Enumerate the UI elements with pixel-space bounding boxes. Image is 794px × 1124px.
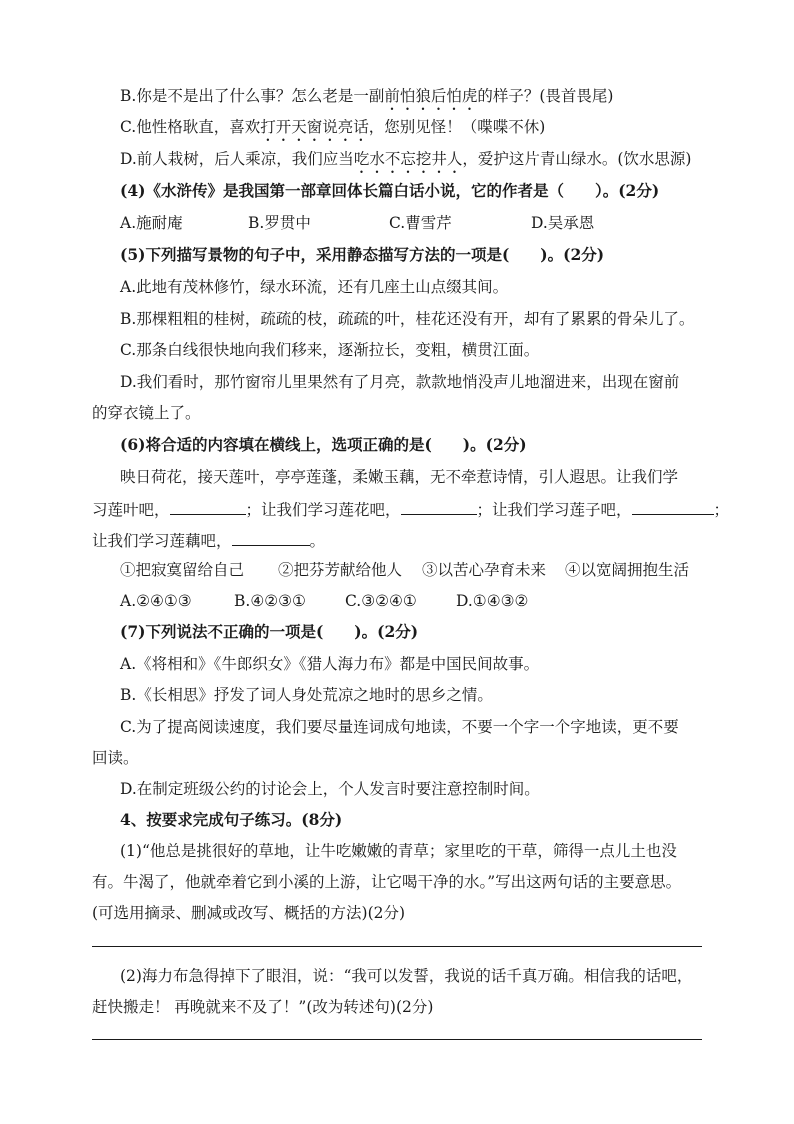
q3-option-c-suffix: ，您别见怪！（喋喋不休) <box>368 118 546 136</box>
q7-option-a: A.《将相和》《牛郎织女》《猎人海力布》都是中国民间故事。 <box>120 655 540 673</box>
q6-stem: (6)将合适的内容填在横线上，选项正确的是( )。(2分) <box>120 435 527 454</box>
q5-stem: (5)下列描写景物的句子中，采用静态描写方法的一项是( )。(2分) <box>120 245 605 264</box>
q6-text: 。 <box>309 532 326 550</box>
s4-item2-line2: 赶快搬走！ 再晚就来不及了！”(改为转述句)(2分) <box>92 998 434 1016</box>
q6-choice-3: ③以苦心孕育未来 <box>422 561 547 579</box>
q6-option-c: C.③②④① <box>345 592 417 610</box>
q6-text: ； <box>713 501 730 519</box>
fill-blank-4[interactable] <box>232 529 310 546</box>
q3-option-c-text: C.他性格耿直，喜欢 <box>120 118 261 136</box>
s4-item1-line1: (1)“他总是挑很好的草地，让牛吃嫩嫩的青草；家里吃的干草，筛得一点儿土也没 <box>120 842 677 860</box>
q3-option-b <box>120 86 704 114</box>
q4-options <box>120 213 704 233</box>
q7-option-c-line1: C.为了提高阅读速度，我们要尽量连词成句地读，不要一个字一个字地读，更不要 <box>120 718 679 736</box>
q3-option-c <box>120 117 704 145</box>
q7-option-d: D.在制定班级公约的讨论会上，个人发言时要注意控制时间。 <box>120 780 540 798</box>
q6-options <box>120 591 704 611</box>
q3-option-b-suffix: 的样子？(畏首畏尾) <box>477 87 614 105</box>
s4-item1-line2: 有。牛渴了，他就牵着它到小溪的上游，让它喝干净的水。”写出这两句话的主要意思。 <box>92 873 682 891</box>
q5-option-c: C.那条白线很快地向我们移来，逐渐拉长，变粗，横贯江面。 <box>120 341 540 359</box>
answer-line-1[interactable] <box>92 946 702 947</box>
q4-stem: (4)《水浒传》是我国第一部章回体长篇白话小说，它的作者是（ ）。(2分) <box>120 181 660 200</box>
q6-text: ；让我们学习莲花吧， <box>245 501 401 519</box>
answer-line-2[interactable] <box>92 1039 702 1040</box>
q6-choice-1: ①把寂寞留给自己 <box>120 561 245 579</box>
q6-text: ；让我们学习莲子吧， <box>476 501 632 519</box>
q4-option-d: D.吴承恩 <box>531 214 595 232</box>
q5-option-d-line1: D.我们看时，那竹窗帘儿里果然有了月亮，款款地悄没声儿地溜进来，出现在窗前 <box>120 373 680 391</box>
section-4-title: 4、按要求完成句子练习。(8分) <box>120 810 343 829</box>
q5-option-a: A.此地有茂林修竹，绿水环流，还有几座土山点缀其间。 <box>120 278 509 296</box>
q3-option-d <box>120 149 691 177</box>
q3-option-b-dotted-phrase: 前怕狼后怕虎 <box>384 87 478 105</box>
q4-option-a: A.施耐庵 <box>120 214 183 232</box>
q6-choice-2: ②把芬芳献给他人 <box>278 561 403 579</box>
q3-option-d-dotted-phrase: 吃水不忘挖井人 <box>353 150 463 168</box>
q4-option-c: C.曹雪芹 <box>389 214 452 232</box>
fill-blank-1[interactable] <box>170 498 246 515</box>
q6-text: 让我们学习莲藕吧， <box>92 532 232 550</box>
q7-option-c-line2: 回读。 <box>92 749 139 767</box>
fill-blank-3[interactable] <box>632 498 714 515</box>
q7-option-b: B.《长相思》抒发了词人身处荒凉之地时的思乡之情。 <box>120 686 493 704</box>
s4-item1-line3: (可选用摘录、删减或改写、概括的方法)(2分) <box>92 904 406 922</box>
q6-option-a: A.②④①③ <box>120 592 192 610</box>
q3-option-d-text: D.前人栽树，后人乘凉，我们应当 <box>120 150 354 168</box>
q6-passage-line1: 映日荷花，接天莲叶，亭亭莲蓬，柔嫩玉藕，无不牵惹诗情，引人遐思。让我们学 <box>120 468 679 486</box>
s4-item2-line1: (2)海力布急得掉下了眼泪，说：“我可以发誓，我说的话千真万确。相信我的话吧， <box>120 967 693 985</box>
q6-choices <box>120 560 704 580</box>
q6-passage-line3 <box>92 529 704 551</box>
q5-option-d-line2: 的穿衣镜上了。 <box>92 404 201 422</box>
q6-option-d: D.①④③② <box>456 592 529 610</box>
q6-choice-4: ④以宽阔拥抱生活 <box>565 561 690 579</box>
q3-option-c-dotted-phrase: 打开天窗说亮话 <box>260 118 369 136</box>
q3-option-d-suffix: ，爱护这片青山绿水。(饮水思源) <box>462 150 692 168</box>
q3-option-b-text: B.你是不是出了什么事？怎么老是一副 <box>120 87 385 105</box>
q6-option-b: B.④②③① <box>234 592 306 610</box>
q6-text: 习莲叶吧， <box>92 501 170 519</box>
q5-option-b: B.那棵粗粗的桂树，疏疏的枝，疏疏的叶，桂花还没有开，却有了累累的骨朵儿了。 <box>120 310 695 328</box>
q6-passage-line2 <box>92 498 730 520</box>
q4-option-b: B.罗贯中 <box>248 214 311 232</box>
fill-blank-2[interactable] <box>401 498 477 515</box>
q7-stem: (7)下列说法不正确的一项是( )。(2分) <box>120 622 419 641</box>
